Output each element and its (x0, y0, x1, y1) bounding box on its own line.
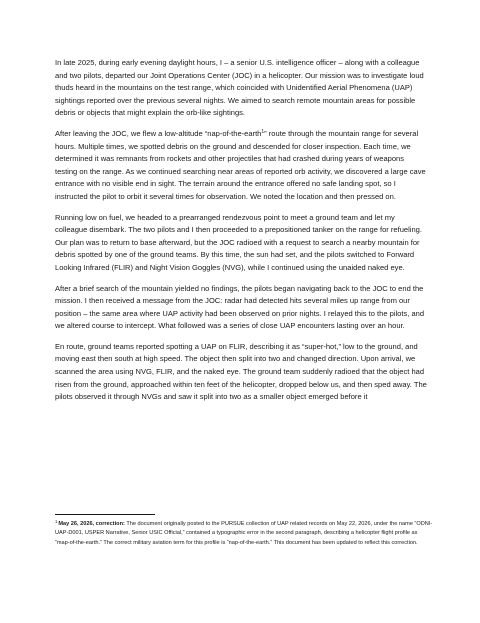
footnote (55, 520, 433, 548)
footnote-reference[interactable]: 1 (261, 128, 265, 135)
footnote-text: The document originally posted to the PURSUE collection of UAP related records on May 22, 2026, under the name “ODNI-UAP-D001, USPER Narrative, Senior USIC Official,” contained a typographic error in the second paragraph, describing a helicopter flight profile as “map-of-the-earth.” The correct military aviation term for this profile is “nap-of-the-earth.” This document has been updated to reflect this correction. (55, 521, 433, 546)
paragraph-1: In late 2025, during early evening daylight hours, I – a senior U.S. intelligence officer – along with a colleague and two pilots, departed our Joint Operations Center (JOC) in a helicopter. Our mission was to investigate loud thuds heard in the mountains on the test range, which coincided with Unidentified Aerial Phenomena (UAP) sightings reported over the previous several nights. We aimed to search remote mountain areas for possible debris or objects that might explain the orb-like sightings. (55, 58, 424, 118)
paragraph-5: En route, ground teams reported spotting a UAP on FLIR, describing it as “super-hot,” low to the ground, and moving east then south at high speed. The object then split into two and changed direction. Upon arrival, we scanned the area using NVG, FLIR, and the naked eye. The ground team suddenly radioed that the object had risen from the ground, approached within ten feet of the helicopter, dropped below us, and then sped away. The pilots observed it through NVGs and saw it split into two as a smaller object emerged before it (55, 341, 427, 402)
paragraph-4: After a brief search of the mountain yielded no findings, the pilots began navigating back to the JOC to end the mission. I then received a message from the JOC: radar had detected hits several miles up range from our position – the same area where UAP activity had been observed on prior nights. I relayed this to the pilots, and we altered course to intercept. What followed was a series of close UAP encounters lasting over an hour. (55, 283, 425, 331)
footnote-correction-heading: May 26, 2026, correction: (58, 521, 125, 527)
document-body (55, 57, 427, 412)
paragraph-2 (55, 128, 427, 204)
footnote-divider (55, 514, 155, 515)
footnote-number: 1 (55, 518, 58, 524)
paragraph-2-text-end: ” route through the mountain range for several hours. Multiple times, we spotted debris on the ground and descended for closer inspection. Each time, we determined it was remnants from rockets and other projectiles that had crashed during years of weapons testing on the range. As we continued searching near areas of reported orb activity, we discovered a large cave entrance with no visible end in sight. The terrain around the entrance offered no safe landing spot, so I instructed the pilot to orbit it several times for observation. We noted the location and then pressed on. (55, 128, 426, 201)
paragraph-2-text-start: After leaving the JOC, we flew a low-altitude “nap-of-the-earth (55, 128, 262, 138)
paragraph-3: Running low on fuel, we headed to a prearranged rendezvous point to meet a ground team and let my colleague disembark. The two pilots and I then proceeded to a prepositioned tanker on the range for refueling. Our plan was to return to base afterward, but the JOC radioed with a request to search a nearby mountain for debris spotted by one of the ground teams. By this time, the sun had set, and the pilots switched to Forward Looking Infrared (FLIR) and Night Vision Goggles (NVG), while I continued using the unaided naked eye. (55, 212, 422, 272)
